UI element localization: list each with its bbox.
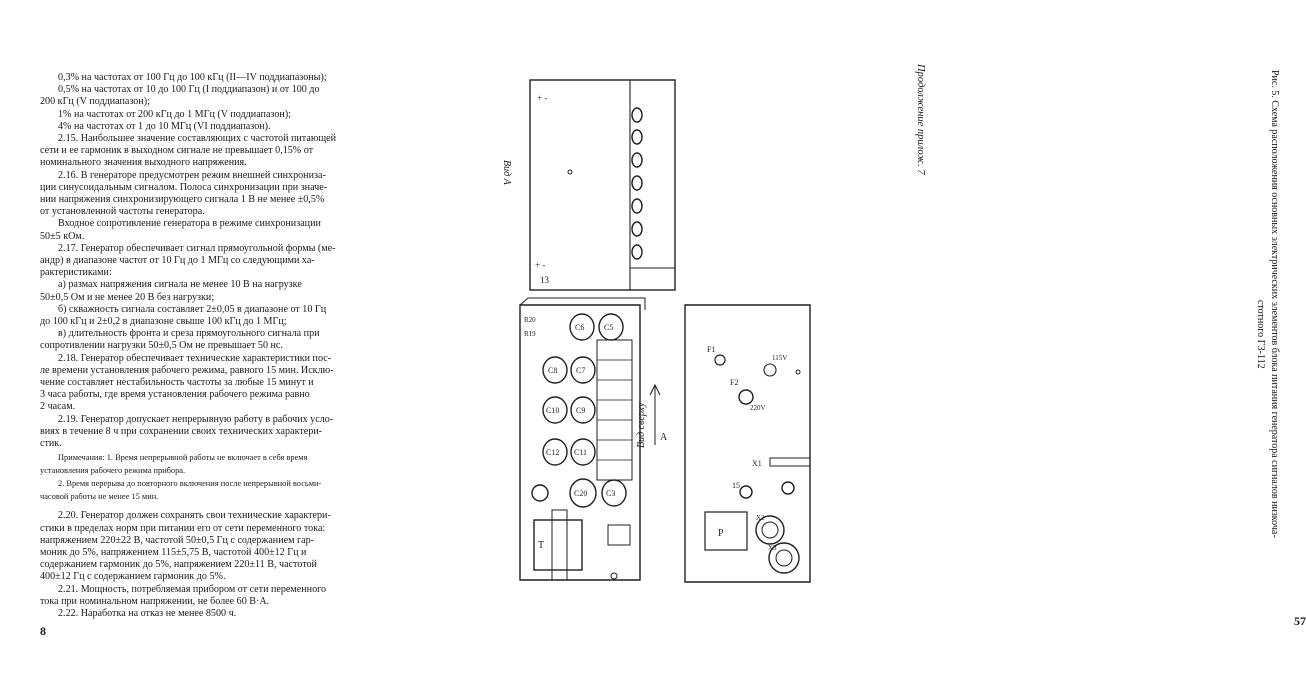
text-line: чение составляет нестабильность частоты за любые 15 минут и [40, 377, 314, 389]
top-board-label-bottom: + - [535, 260, 546, 270]
text-line: стик. [40, 438, 62, 450]
text-line: 2.17. Генератор обеспечивает сигнал прямоугольной формы (ме- [58, 242, 336, 254]
text-line: рактеристиками: [40, 267, 112, 279]
text-line: сопротивлении нагрузки 50±0,5 Ом не превышает 50 нс. [40, 340, 283, 352]
top-board-label-top: + - [537, 93, 548, 103]
figure-caption-line1: Рис. 5. Схема расположения основных электрических элементов блока питания генератора сигналов низкоча- [1269, 70, 1280, 538]
power-supply-layout-diagram [450, 0, 900, 678]
text-line: ции синусоидальным сигналом. Полоса синхронизации при значе- [40, 181, 328, 193]
cap-c5: С5 [604, 323, 614, 332]
continuation-header: Продолжение прилож. 7 [915, 64, 926, 175]
cap-c20: С20 [574, 489, 588, 498]
main-board-outline [520, 305, 640, 580]
text-line: стики в пределах норм при питании его от сети переменного тока: [40, 522, 326, 534]
text-line: 2.18. Генератор обеспечивает технические характеристики пос- [58, 352, 332, 364]
label-f1: F1 [707, 345, 716, 354]
r-box-label: Р [718, 528, 724, 539]
top-board-terminals [632, 108, 642, 259]
text-line: содержанием гармоник до 5%, напряжением 220±11 В, частотой [40, 559, 317, 571]
text-line: ле времени установления рабочего режима, равного 15 мин. Исклю- [40, 364, 334, 376]
resistor-r20: R20 [524, 316, 536, 324]
label-f2: F2 [730, 378, 739, 387]
text-line: номинального значения выходного напряжения. [40, 157, 247, 169]
text-line: 2.20. Генератор должен сохранять свои технические характери- [58, 510, 331, 522]
text-line: моник до 5%, напряжением 115±5,75 В, частотой 400±12 Гц и [40, 546, 307, 558]
label-vid-a: Вид А [501, 160, 512, 185]
label-220v: 220V [750, 404, 766, 412]
text-line: а) размах напряжения сигнала не менее 10 В на нагрузке [58, 279, 302, 291]
text-line: 2.15. Наибольшее значение составляющих с частотой питающей [58, 133, 337, 145]
text-line: до 100 кГц и 2±0,2 в диапазоне свыше 100 кГц до 1 МГц; [40, 316, 287, 328]
label-x2: Х2 [756, 514, 765, 522]
left-page-number: 8 [40, 624, 46, 638]
right-page-number: 57 [1294, 614, 1306, 628]
text-line: нии напряжения синхронизирующего сигнала 1 В не менее ±0,5% [40, 194, 325, 206]
text-line: 400±12 Гц с содержанием гармоник до 5%. [40, 571, 226, 583]
text-line: б) скважность сигнала составляет 2±0,05 в диапазоне от 10 Гц [58, 303, 327, 315]
text-line: 0,5% на частотах от 10 до 100 Гц (I поддиапазон) и от 100 до [58, 84, 320, 96]
text-line: 2.16. В генераторе предусмотрен режим внешней синхрониза- [58, 169, 326, 181]
note-line: установления рабочего режима прибора. [40, 466, 186, 476]
transformer-label: Т [538, 540, 545, 551]
cap-c10: С10 [546, 406, 560, 415]
label-15: 15 [732, 481, 740, 490]
text-line: 2.19. Генератор допускает непрерывную работу в рабочих усло- [58, 413, 334, 425]
cap-c11: С11 [574, 448, 588, 457]
note-line: Примечания: 1. Время непрерывной работы не включает в себя время [58, 453, 308, 463]
text-line: 200 кГц (V поддиапазон); [40, 96, 150, 108]
cap-c9: С9 [576, 406, 586, 415]
right-page [450, 0, 1306, 678]
resistor-r19: R19 [524, 330, 536, 338]
resistor-strip [597, 340, 632, 480]
text-line: андр) в диапазоне частот от 10 Гц до 1 МГц со следующими ха- [40, 255, 315, 267]
cap-c8: С8 [548, 366, 558, 375]
text-line: сети и ее гармоник в выходном сигнале не превышает 0,15% от [40, 145, 314, 157]
text-line: 2.21. Мощность, потребляемая прибором от сети переменного [58, 583, 327, 595]
text-line: 0,3% на частотах от 100 Гц до 100 кГц (II—IV поддиапазоны); [58, 72, 327, 83]
label-vid-sverhu: Вид сверху [636, 402, 647, 448]
left-page [0, 0, 450, 678]
note-line: часовой работы не менее 15 мин. [40, 492, 159, 502]
text-line: 2 часам. [40, 401, 76, 413]
cap-c12: С12 [546, 448, 560, 457]
label-arrow-a: А [660, 432, 668, 443]
label-x1: Х1 [752, 459, 762, 468]
left-page-text [40, 72, 412, 620]
text-line: 3 часа работы, где время установления рабочего режима равно [40, 389, 310, 401]
cap-c3: С3 [606, 489, 616, 498]
cap-c7: С7 [576, 366, 586, 375]
text-line: 2.22. Наработка на отказ не менее 8500 ч. [58, 607, 237, 619]
label-x3: Х3 [768, 544, 777, 552]
cap-c6: С6 [575, 323, 585, 332]
text-line: 50±5 кОм. [40, 230, 85, 242]
text-line: от установленной частоты генератора. [40, 206, 205, 218]
note-line: 2. Время перерыва до повторного включения после непрерывной восьми- [58, 479, 322, 489]
text-line: 50±0,5 Ом и не менее 20 В без нагрузки; [40, 291, 215, 303]
top-board-outline [530, 80, 675, 290]
text-line: виях в течение 8 ч при сохранении своих технических характери- [40, 425, 323, 437]
text-line: Входное сопротивление генератора в режиме синхронизации [58, 218, 321, 230]
text-line: 1% на частотах от 200 кГц до 1 МГц (V поддиапазон); [58, 108, 291, 120]
text-line: в) длительность фронта и среза прямоугольного сигнала при [58, 328, 320, 340]
figure-caption-line2: стотного ГЗ-112 [1255, 300, 1266, 369]
text-line: 4% на частотах от 1 до 10 МГц (VI поддиапазон). [58, 120, 271, 132]
top-board-num: 13 [540, 275, 549, 285]
label-115v: 115V [772, 354, 788, 362]
text-line: напряжением 220±22 В, частотой 50±0,5 Гц с содержанием гар- [40, 534, 315, 546]
text-line: тока при номинальном напряжении, не более 60 В·А. [40, 595, 270, 607]
